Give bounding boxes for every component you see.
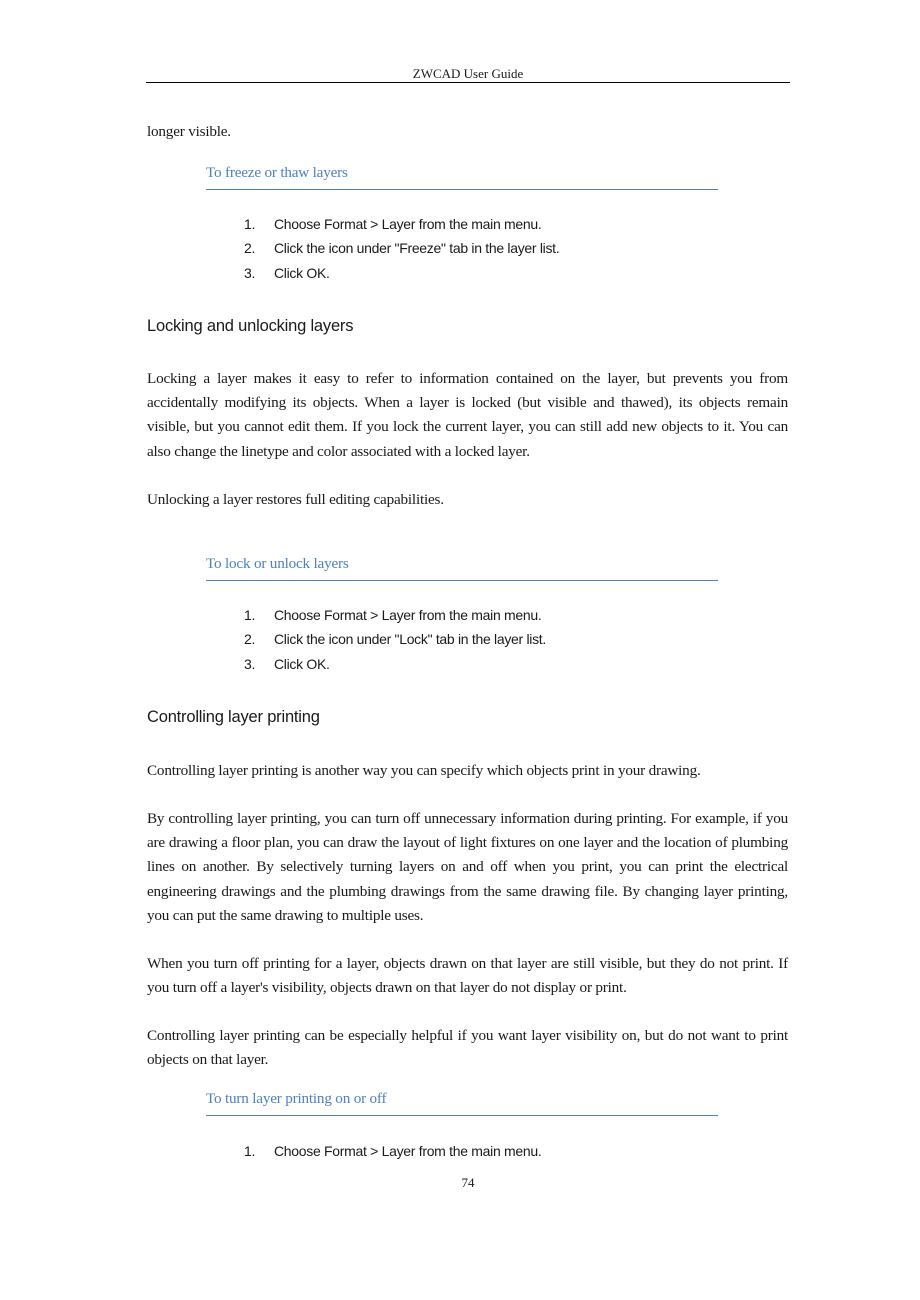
procedure-title-freeze: To freeze or thaw layers <box>206 163 718 190</box>
step-item <box>244 652 546 676</box>
paragraph-locking-2: Unlocking a layer restores full editing capabilities. <box>147 491 444 508</box>
step-text: Click OK. <box>274 655 330 672</box>
steps-printing <box>244 1139 541 1163</box>
paragraph-locking-1: Locking a layer makes it easy to refer to information contained on the layer, but prevents you from accidentally modifying its objects. When a layer is locked (but visible and thawed), its objects remain visible, but you cannot edit them. If you lock the current layer, you can still add new objects to it. You can also change the linetype and color associated with a locked layer. <box>147 370 788 460</box>
intro-continuation: longer visible. <box>147 123 231 140</box>
step-item <box>244 212 559 236</box>
paragraph-printing-4: Controlling layer printing can be especially helpful if you want layer visibility on, but do not want to print objects on that layer. <box>147 1027 788 1069</box>
paragraph-printing-1: Controlling layer printing is another way you can specify which objects print in your drawing. <box>147 762 701 779</box>
step-number: 1. <box>244 216 256 232</box>
step-text: Click the icon under "Freeze" tab in the layer list. <box>274 240 560 257</box>
step-number: 2. <box>244 240 256 257</box>
step-text: Click OK. <box>274 264 330 281</box>
step-number: 1. <box>244 607 256 623</box>
procedure-title-printing: To turn layer printing on or off <box>206 1089 718 1116</box>
step-number: 3. <box>244 655 256 672</box>
step-item <box>244 603 546 627</box>
step-item <box>244 236 559 260</box>
step-number: 2. <box>244 631 256 648</box>
step-text: Choose Format > Layer from the main menu. <box>274 216 542 232</box>
section-heading-locking: Locking and unlocking layers <box>147 317 354 335</box>
step-item <box>244 1139 541 1163</box>
step-number: 3. <box>244 264 256 281</box>
paragraph-printing-3: When you turn off printing for a layer, objects drawn on that layer are still visible, but they do not print. If you turn off a layer's visibility, objects drawn on that layer do not display or print. <box>147 955 788 997</box>
paragraph-printing-2: By controlling layer printing, you can turn off unnecessary information during printing. For example, if you are drawing a floor plan, you can draw the layout of light fixtures on one layer and the location of plumbing lines on another. By selectively turning layers on and off when you print, you can print the electrical engineering drawings and the plumbing drawings from the same drawing file. By changing layer printing, you can put the same drawing to multiple uses. <box>147 810 788 924</box>
step-text: Click the icon under "Lock" tab in the layer list. <box>274 631 546 648</box>
step-text: Choose Format > Layer from the main menu. <box>274 1143 542 1159</box>
step-item <box>244 627 546 651</box>
steps-lock <box>244 603 546 676</box>
page-number: 74 <box>461 1175 475 1190</box>
steps-freeze <box>244 212 559 285</box>
procedure-title-lock: To lock or unlock layers <box>206 554 718 581</box>
section-heading-printing: Controlling layer printing <box>147 708 320 726</box>
step-number: 1. <box>244 1143 256 1159</box>
page-header: ZWCAD User Guide <box>146 66 790 83</box>
step-item <box>244 261 559 285</box>
step-text: Choose Format > Layer from the main menu. <box>274 607 542 623</box>
